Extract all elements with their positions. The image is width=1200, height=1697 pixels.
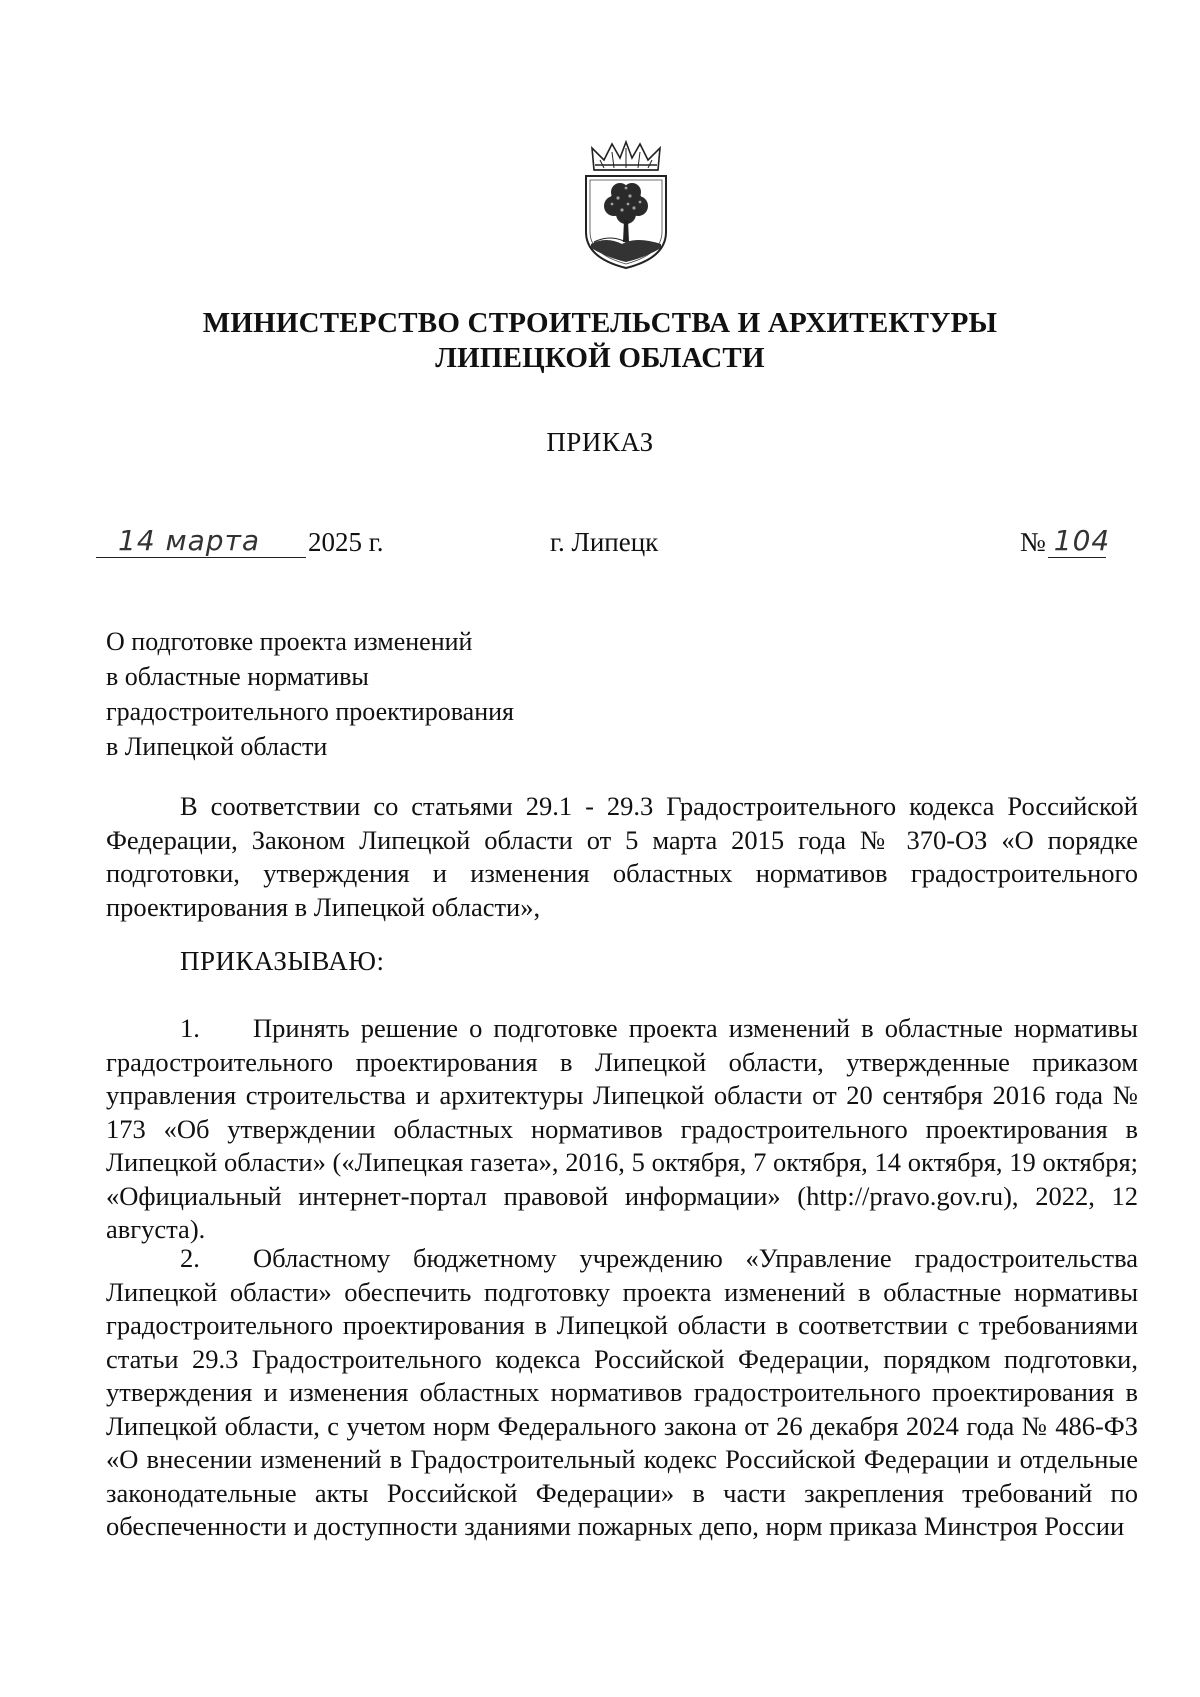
ministry-name — [0, 306, 1200, 376]
date-underline — [96, 524, 306, 558]
item-1-number: 1. — [180, 1013, 200, 1043]
coat-of-arms-emblem — [582, 140, 670, 272]
item-1-text: Принять решение о подготовке проекта изменений в областные нормативы градостроительного проектирования в Липецкой области, утвержденные приказом управления строительства и архитектуры Липецкой области от 20 сентября 2016 года № 173 «Об утверждении областных нормативов градостроительного проектирования в Липецкой области» («Липецкая газета», 2016, 5 октября, 7 октября, 14 октября, 19 октября; «Официальный интернет-портал правовой информации» (http://pravo.gov.ru), 2022, 12 августа). — [106, 1013, 1138, 1244]
number-label: № — [1020, 527, 1046, 557]
order-word: ПРИКАЗЫВАЮ: — [180, 946, 385, 976]
order-item-2 — [106, 1242, 1138, 1544]
item-2-number: 2. — [180, 1243, 200, 1273]
handwritten-date: 14 марта — [118, 524, 261, 557]
order-date — [96, 524, 384, 558]
intro-paragraph: В соответствии со статьями 29.1 - 29.3 Градостроительного кодекса Российской Федерации, Законом Липецкой области от 5 марта 2015 года № 370-ОЗ «О порядке подготовки, утверждения и изменения областных нормативов градостроительного проектирования в Липецкой области», — [106, 791, 1138, 922]
number-underline — [1048, 524, 1111, 558]
ministry-name-line2: ЛИПЕЦКОЙ ОБЛАСТИ — [435, 342, 765, 374]
order-year: 2025 г. — [308, 527, 384, 557]
order-title: ПРИКАЗ — [546, 427, 654, 457]
order-item-1 — [106, 1012, 1138, 1247]
subject-line1: О подготовке проекта изменений — [106, 627, 473, 656]
item-2-text: Областному бюджетному учреждению «Управление градостроительства Липецкой области» обеспечить подготовку проекта изменений в областные нормативы градостроительного проектирования в Липецкой области в соответствии с требованиями статьи 29.3 Градостроительного кодекса Российской Федерации, порядком подготовки, утверждения и изменения областных нормативов градостроительного проектирования в Липецкой области, с учетом норм Федерального закона от 26 декабря 2024 года № 486-ФЗ «О внесении изменений в Градостроительный кодекс Российской Федерации и отдельные законодательные акты Российской Федерации» в части закрепления требований по обеспеченности и доступности зданиями пожарных депо, норм приказа Минстроя России — [106, 1243, 1138, 1541]
ministry-name-line1: МИНИСТЕРСТВО СТРОИТЕЛЬСТВА И АРХИТЕКТУРЫ — [202, 307, 998, 339]
order-subject — [106, 624, 514, 764]
subject-line3: градостроительного проектирования — [106, 697, 514, 726]
handwritten-number: 104 — [1053, 524, 1111, 557]
order-city: г. Липецк — [550, 527, 659, 557]
subject-line2: в областные нормативы — [106, 662, 369, 691]
order-number — [1020, 524, 1111, 558]
subject-line4: в Липецкой области — [106, 732, 328, 761]
